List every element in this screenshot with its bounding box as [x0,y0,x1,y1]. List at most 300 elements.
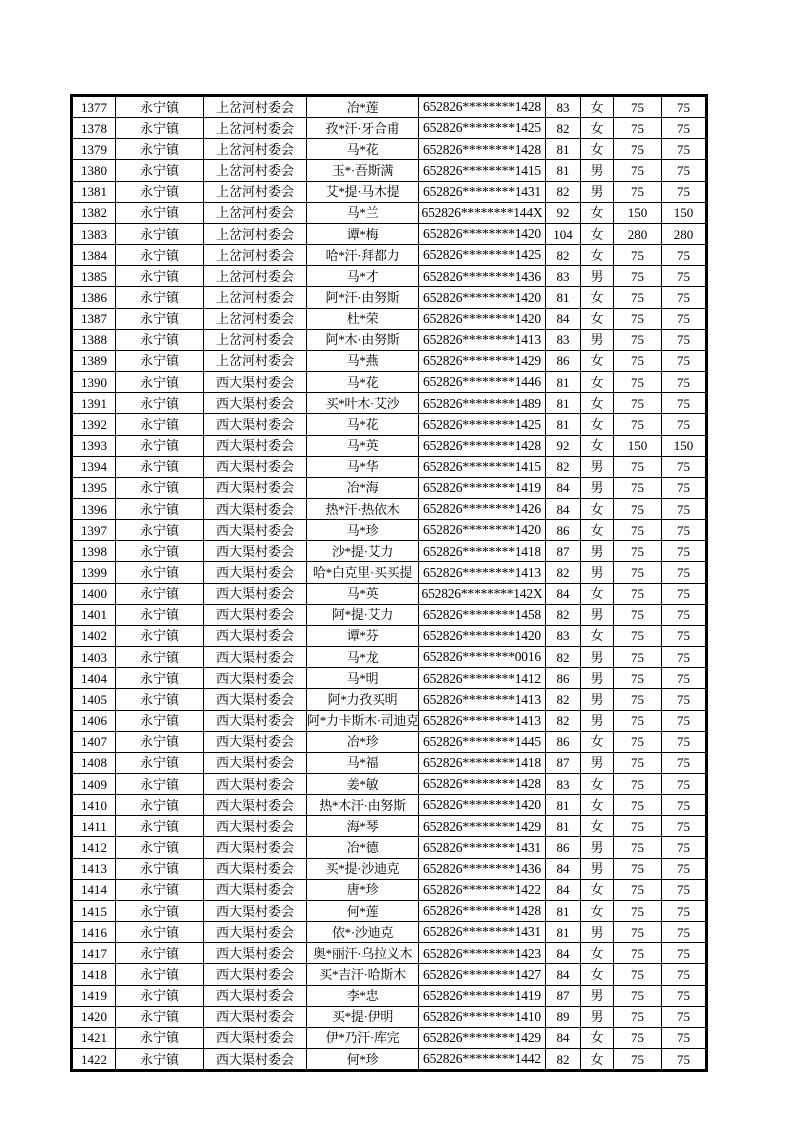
cell-age: 82 [546,181,581,202]
cell-id: 652826********1410 [419,1006,546,1027]
cell-amount: 75 [662,625,707,646]
cell-index: 1413 [72,858,116,879]
cell-index: 1392 [72,414,116,435]
table-row [72,139,707,160]
cell-gender: 男 [581,477,614,498]
cell-standard: 75 [614,985,662,1006]
cell-standard: 75 [614,245,662,266]
cell-gender: 男 [581,266,614,287]
cell-amount: 75 [662,287,707,308]
cell-village: 上岔河村委会 [204,96,307,118]
cell-index: 1407 [72,731,116,752]
cell-name: 冶*珍 [307,731,419,752]
cell-id: 652826********1458 [419,604,546,625]
cell-village: 西大渠村委会 [204,456,307,477]
cell-village: 西大渠村委会 [204,1049,307,1071]
cell-gender: 男 [581,837,614,858]
cell-index: 1383 [72,223,116,244]
cell-age: 81 [546,372,581,393]
cell-gender: 男 [581,181,614,202]
cell-village: 上岔河村委会 [204,118,307,139]
cell-index: 1415 [72,900,116,921]
cell-age: 84 [546,943,581,964]
cell-index: 1404 [72,668,116,689]
cell-name: 阿*提·艾力 [307,604,419,625]
cell-amount: 75 [662,372,707,393]
cell-amount: 75 [662,393,707,414]
cell-town: 永宁镇 [116,837,204,858]
cell-town: 永宁镇 [116,583,204,604]
cell-id: 652826********1428 [419,139,546,160]
cell-standard: 75 [614,879,662,900]
cell-amount: 75 [662,583,707,604]
table-row [72,625,707,646]
table-row [72,498,707,519]
cell-id: 652826********1415 [419,456,546,477]
cell-standard: 75 [614,1006,662,1027]
cell-index: 1414 [72,879,116,900]
cell-name: 买*吉汗·哈斯木 [307,964,419,985]
cell-id: 652826********1420 [419,625,546,646]
table-row [72,350,707,371]
cell-gender: 男 [581,710,614,731]
cell-name: 马*兰 [307,202,419,223]
cell-index: 1387 [72,308,116,329]
cell-town: 永宁镇 [116,372,204,393]
cell-village: 上岔河村委会 [204,223,307,244]
cell-age: 83 [546,625,581,646]
cell-village: 西大渠村委会 [204,985,307,1006]
table-row [72,562,707,583]
table-row [72,583,707,604]
cell-gender: 男 [581,604,614,625]
cell-id: 652826********1420 [419,795,546,816]
cell-town: 永宁镇 [116,562,204,583]
cell-name: 买*叶木·艾沙 [307,393,419,414]
cell-age: 86 [546,520,581,541]
cell-id: 652826********1426 [419,498,546,519]
cell-name: 马*花 [307,139,419,160]
cell-age: 81 [546,900,581,921]
cell-town: 永宁镇 [116,795,204,816]
cell-amount: 75 [662,922,707,943]
cell-village: 西大渠村委会 [204,816,307,837]
cell-town: 永宁镇 [116,710,204,731]
cell-amount: 75 [662,456,707,477]
cell-age: 81 [546,795,581,816]
cell-standard: 75 [614,541,662,562]
cell-id: 652826********1489 [419,393,546,414]
cell-gender: 女 [581,731,614,752]
table-row [72,731,707,752]
cell-village: 西大渠村委会 [204,477,307,498]
cell-amount: 75 [662,160,707,181]
cell-id: 652826********1428 [419,900,546,921]
cell-standard: 75 [614,710,662,731]
cell-amount: 280 [662,223,707,244]
cell-age: 92 [546,435,581,456]
cell-index: 1384 [72,245,116,266]
table-row [72,816,707,837]
cell-index: 1406 [72,710,116,731]
cell-gender: 男 [581,858,614,879]
cell-amount: 75 [662,1027,707,1048]
cell-standard: 75 [614,731,662,752]
cell-town: 永宁镇 [116,900,204,921]
cell-amount: 75 [662,1006,707,1027]
cell-amount: 75 [662,308,707,329]
table-row [72,266,707,287]
table-row [72,900,707,921]
cell-name: 马*才 [307,266,419,287]
cell-town: 永宁镇 [116,752,204,773]
cell-age: 86 [546,668,581,689]
cell-name: 马*英 [307,435,419,456]
cell-gender: 女 [581,1049,614,1071]
cell-standard: 75 [614,858,662,879]
table-row [72,858,707,879]
cell-gender: 男 [581,668,614,689]
table-row [72,795,707,816]
cell-standard: 75 [614,604,662,625]
cell-standard: 75 [614,308,662,329]
cell-index: 1380 [72,160,116,181]
cell-town: 永宁镇 [116,625,204,646]
table-row [72,752,707,773]
cell-index: 1409 [72,774,116,795]
cell-town: 永宁镇 [116,350,204,371]
cell-name: 马*珍 [307,520,419,541]
cell-standard: 75 [614,287,662,308]
cell-amount: 75 [662,879,707,900]
table-row [72,329,707,350]
cell-village: 西大渠村委会 [204,752,307,773]
cell-id: 652826********1442 [419,1049,546,1071]
cell-name: 伊*乃汗·库完 [307,1027,419,1048]
cell-name: 马*花 [307,414,419,435]
cell-id: 652826********1445 [419,731,546,752]
cell-town: 永宁镇 [116,541,204,562]
cell-village: 西大渠村委会 [204,943,307,964]
cell-standard: 75 [614,414,662,435]
cell-gender: 女 [581,774,614,795]
cell-index: 1389 [72,350,116,371]
cell-village: 上岔河村委会 [204,245,307,266]
cell-town: 永宁镇 [116,774,204,795]
cell-name: 买*提·沙迪克 [307,858,419,879]
cell-village: 西大渠村委会 [204,562,307,583]
cell-name: 冶*莲 [307,96,419,118]
cell-amount: 75 [662,498,707,519]
cell-name: 阿*汗·由努斯 [307,287,419,308]
cell-age: 83 [546,329,581,350]
cell-name: 阿*力孜买明 [307,689,419,710]
table-row [72,647,707,668]
cell-index: 1408 [72,752,116,773]
cell-id: 652826********1413 [419,329,546,350]
cell-amount: 75 [662,689,707,710]
cell-name: 杜*荣 [307,308,419,329]
cell-index: 1378 [72,118,116,139]
cell-amount: 75 [662,900,707,921]
cell-standard: 75 [614,139,662,160]
cell-age: 84 [546,858,581,879]
cell-gender: 女 [581,816,614,837]
cell-name: 马*燕 [307,350,419,371]
cell-id: 652826********1428 [419,774,546,795]
cell-standard: 280 [614,223,662,244]
cell-id: 652826********142X [419,583,546,604]
cell-village: 西大渠村委会 [204,710,307,731]
cell-age: 84 [546,879,581,900]
cell-name: 依*·沙迪克 [307,922,419,943]
table-row [72,477,707,498]
cell-index: 1390 [72,372,116,393]
cell-name: 姜*敏 [307,774,419,795]
cell-town: 永宁镇 [116,477,204,498]
cell-gender: 女 [581,879,614,900]
cell-name: 马*明 [307,668,419,689]
cell-standard: 75 [614,900,662,921]
cell-standard: 75 [614,329,662,350]
cell-age: 81 [546,393,581,414]
cell-gender: 女 [581,435,614,456]
cell-village: 西大渠村委会 [204,900,307,921]
cell-index: 1394 [72,456,116,477]
cell-age: 86 [546,350,581,371]
cell-amount: 75 [662,139,707,160]
cell-index: 1381 [72,181,116,202]
cell-index: 1382 [72,202,116,223]
cell-village: 西大渠村委会 [204,604,307,625]
table-row [72,668,707,689]
cell-age: 86 [546,731,581,752]
cell-gender: 女 [581,943,614,964]
cell-standard: 75 [614,498,662,519]
table-row [72,160,707,181]
cell-index: 1399 [72,562,116,583]
cell-gender: 男 [581,541,614,562]
cell-town: 永宁镇 [116,731,204,752]
cell-town: 永宁镇 [116,202,204,223]
cell-age: 92 [546,202,581,223]
cell-name: 冶*海 [307,477,419,498]
cell-village: 西大渠村委会 [204,625,307,646]
cell-age: 83 [546,96,581,118]
table-row [72,1006,707,1027]
cell-standard: 75 [614,816,662,837]
cell-village: 西大渠村委会 [204,964,307,985]
cell-index: 1395 [72,477,116,498]
cell-index: 1410 [72,795,116,816]
cell-standard: 75 [614,393,662,414]
cell-name: 冶*德 [307,837,419,858]
cell-name: 马*龙 [307,647,419,668]
cell-id: 652826********1428 [419,435,546,456]
cell-village: 上岔河村委会 [204,266,307,287]
cell-name: 谭*梅 [307,223,419,244]
cell-standard: 150 [614,202,662,223]
cell-age: 84 [546,498,581,519]
cell-gender: 女 [581,118,614,139]
cell-village: 西大渠村委会 [204,922,307,943]
cell-id: 652826********1428 [419,96,546,118]
cell-amount: 75 [662,710,707,731]
cell-standard: 75 [614,943,662,964]
cell-id: 652826********1429 [419,1027,546,1048]
table-row [72,456,707,477]
cell-age: 84 [546,308,581,329]
cell-standard: 75 [614,266,662,287]
cell-standard: 75 [614,477,662,498]
cell-village: 上岔河村委会 [204,329,307,350]
cell-id: 652826********1420 [419,223,546,244]
cell-village: 西大渠村委会 [204,668,307,689]
cell-name: 马*华 [307,456,419,477]
cell-town: 永宁镇 [116,943,204,964]
cell-town: 永宁镇 [116,858,204,879]
cell-gender: 女 [581,139,614,160]
cell-village: 西大渠村委会 [204,731,307,752]
cell-town: 永宁镇 [116,223,204,244]
cell-name: 马*福 [307,752,419,773]
cell-gender: 女 [581,1027,614,1048]
table-row [72,287,707,308]
cell-gender: 女 [581,372,614,393]
cell-town: 永宁镇 [116,308,204,329]
cell-index: 1418 [72,964,116,985]
beneficiary-table [70,94,708,1072]
cell-age: 82 [546,245,581,266]
table-row [72,181,707,202]
cell-town: 永宁镇 [116,520,204,541]
cell-village: 上岔河村委会 [204,202,307,223]
cell-age: 84 [546,583,581,604]
cell-id: 652826********1427 [419,964,546,985]
cell-id: 652826********1431 [419,837,546,858]
cell-amount: 150 [662,202,707,223]
cell-village: 西大渠村委会 [204,414,307,435]
cell-standard: 75 [614,837,662,858]
cell-gender: 女 [581,520,614,541]
cell-town: 永宁镇 [116,1049,204,1071]
table-row [72,964,707,985]
cell-index: 1393 [72,435,116,456]
cell-amount: 75 [662,118,707,139]
cell-standard: 75 [614,964,662,985]
cell-gender: 男 [581,985,614,1006]
cell-gender: 男 [581,562,614,583]
cell-name: 马*花 [307,372,419,393]
cell-gender: 女 [581,900,614,921]
cell-index: 1419 [72,985,116,1006]
table-row [72,1049,707,1071]
cell-name: 沙*提·艾力 [307,541,419,562]
cell-amount: 75 [662,245,707,266]
cell-id: 652826********1429 [419,350,546,371]
cell-gender: 女 [581,964,614,985]
cell-village: 西大渠村委会 [204,520,307,541]
table-row [72,1027,707,1048]
cell-name: 李*忠 [307,985,419,1006]
cell-name: 艾*提·马木提 [307,181,419,202]
cell-gender: 女 [581,583,614,604]
cell-standard: 75 [614,774,662,795]
cell-name: 哈*白克里·买买提 [307,562,419,583]
cell-id: 652826********1419 [419,477,546,498]
cell-amount: 75 [662,816,707,837]
cell-id: 652826********1436 [419,858,546,879]
cell-index: 1386 [72,287,116,308]
cell-id: 652826********1425 [419,118,546,139]
table-row [72,372,707,393]
cell-amount: 75 [662,943,707,964]
cell-standard: 75 [614,922,662,943]
cell-id: 652826********1418 [419,541,546,562]
cell-village: 上岔河村委会 [204,139,307,160]
cell-amount: 75 [662,329,707,350]
cell-town: 永宁镇 [116,329,204,350]
cell-town: 永宁镇 [116,689,204,710]
cell-amount: 75 [662,985,707,1006]
cell-age: 82 [546,562,581,583]
cell-standard: 75 [614,372,662,393]
cell-amount: 75 [662,562,707,583]
cell-village: 西大渠村委会 [204,837,307,858]
cell-id: 652826********1436 [419,266,546,287]
table-row [72,837,707,858]
cell-id: 652826********144X [419,202,546,223]
cell-town: 永宁镇 [116,287,204,308]
cell-id: 652826********1420 [419,308,546,329]
cell-id: 652826********1418 [419,752,546,773]
cell-age: 83 [546,266,581,287]
cell-village: 西大渠村委会 [204,372,307,393]
cell-name: 海*琴 [307,816,419,837]
cell-standard: 75 [614,456,662,477]
cell-age: 82 [546,118,581,139]
cell-town: 永宁镇 [116,118,204,139]
cell-gender: 女 [581,96,614,118]
cell-amount: 75 [662,181,707,202]
cell-standard: 75 [614,96,662,118]
cell-village: 西大渠村委会 [204,774,307,795]
table-row [72,435,707,456]
cell-standard: 75 [614,1027,662,1048]
cell-age: 84 [546,964,581,985]
cell-index: 1391 [72,393,116,414]
cell-village: 西大渠村委会 [204,1027,307,1048]
table-row [72,118,707,139]
cell-age: 104 [546,223,581,244]
cell-gender: 女 [581,287,614,308]
cell-gender: 女 [581,245,614,266]
table-row [72,774,707,795]
cell-age: 87 [546,985,581,1006]
cell-standard: 75 [614,1049,662,1071]
table-row [72,879,707,900]
cell-amount: 75 [662,520,707,541]
cell-id: 652826********1431 [419,181,546,202]
cell-gender: 男 [581,329,614,350]
cell-id: 652826********1423 [419,943,546,964]
cell-name: 阿*木·由努斯 [307,329,419,350]
cell-amount: 75 [662,477,707,498]
cell-town: 永宁镇 [116,647,204,668]
cell-gender: 女 [581,414,614,435]
cell-index: 1385 [72,266,116,287]
cell-town: 永宁镇 [116,456,204,477]
